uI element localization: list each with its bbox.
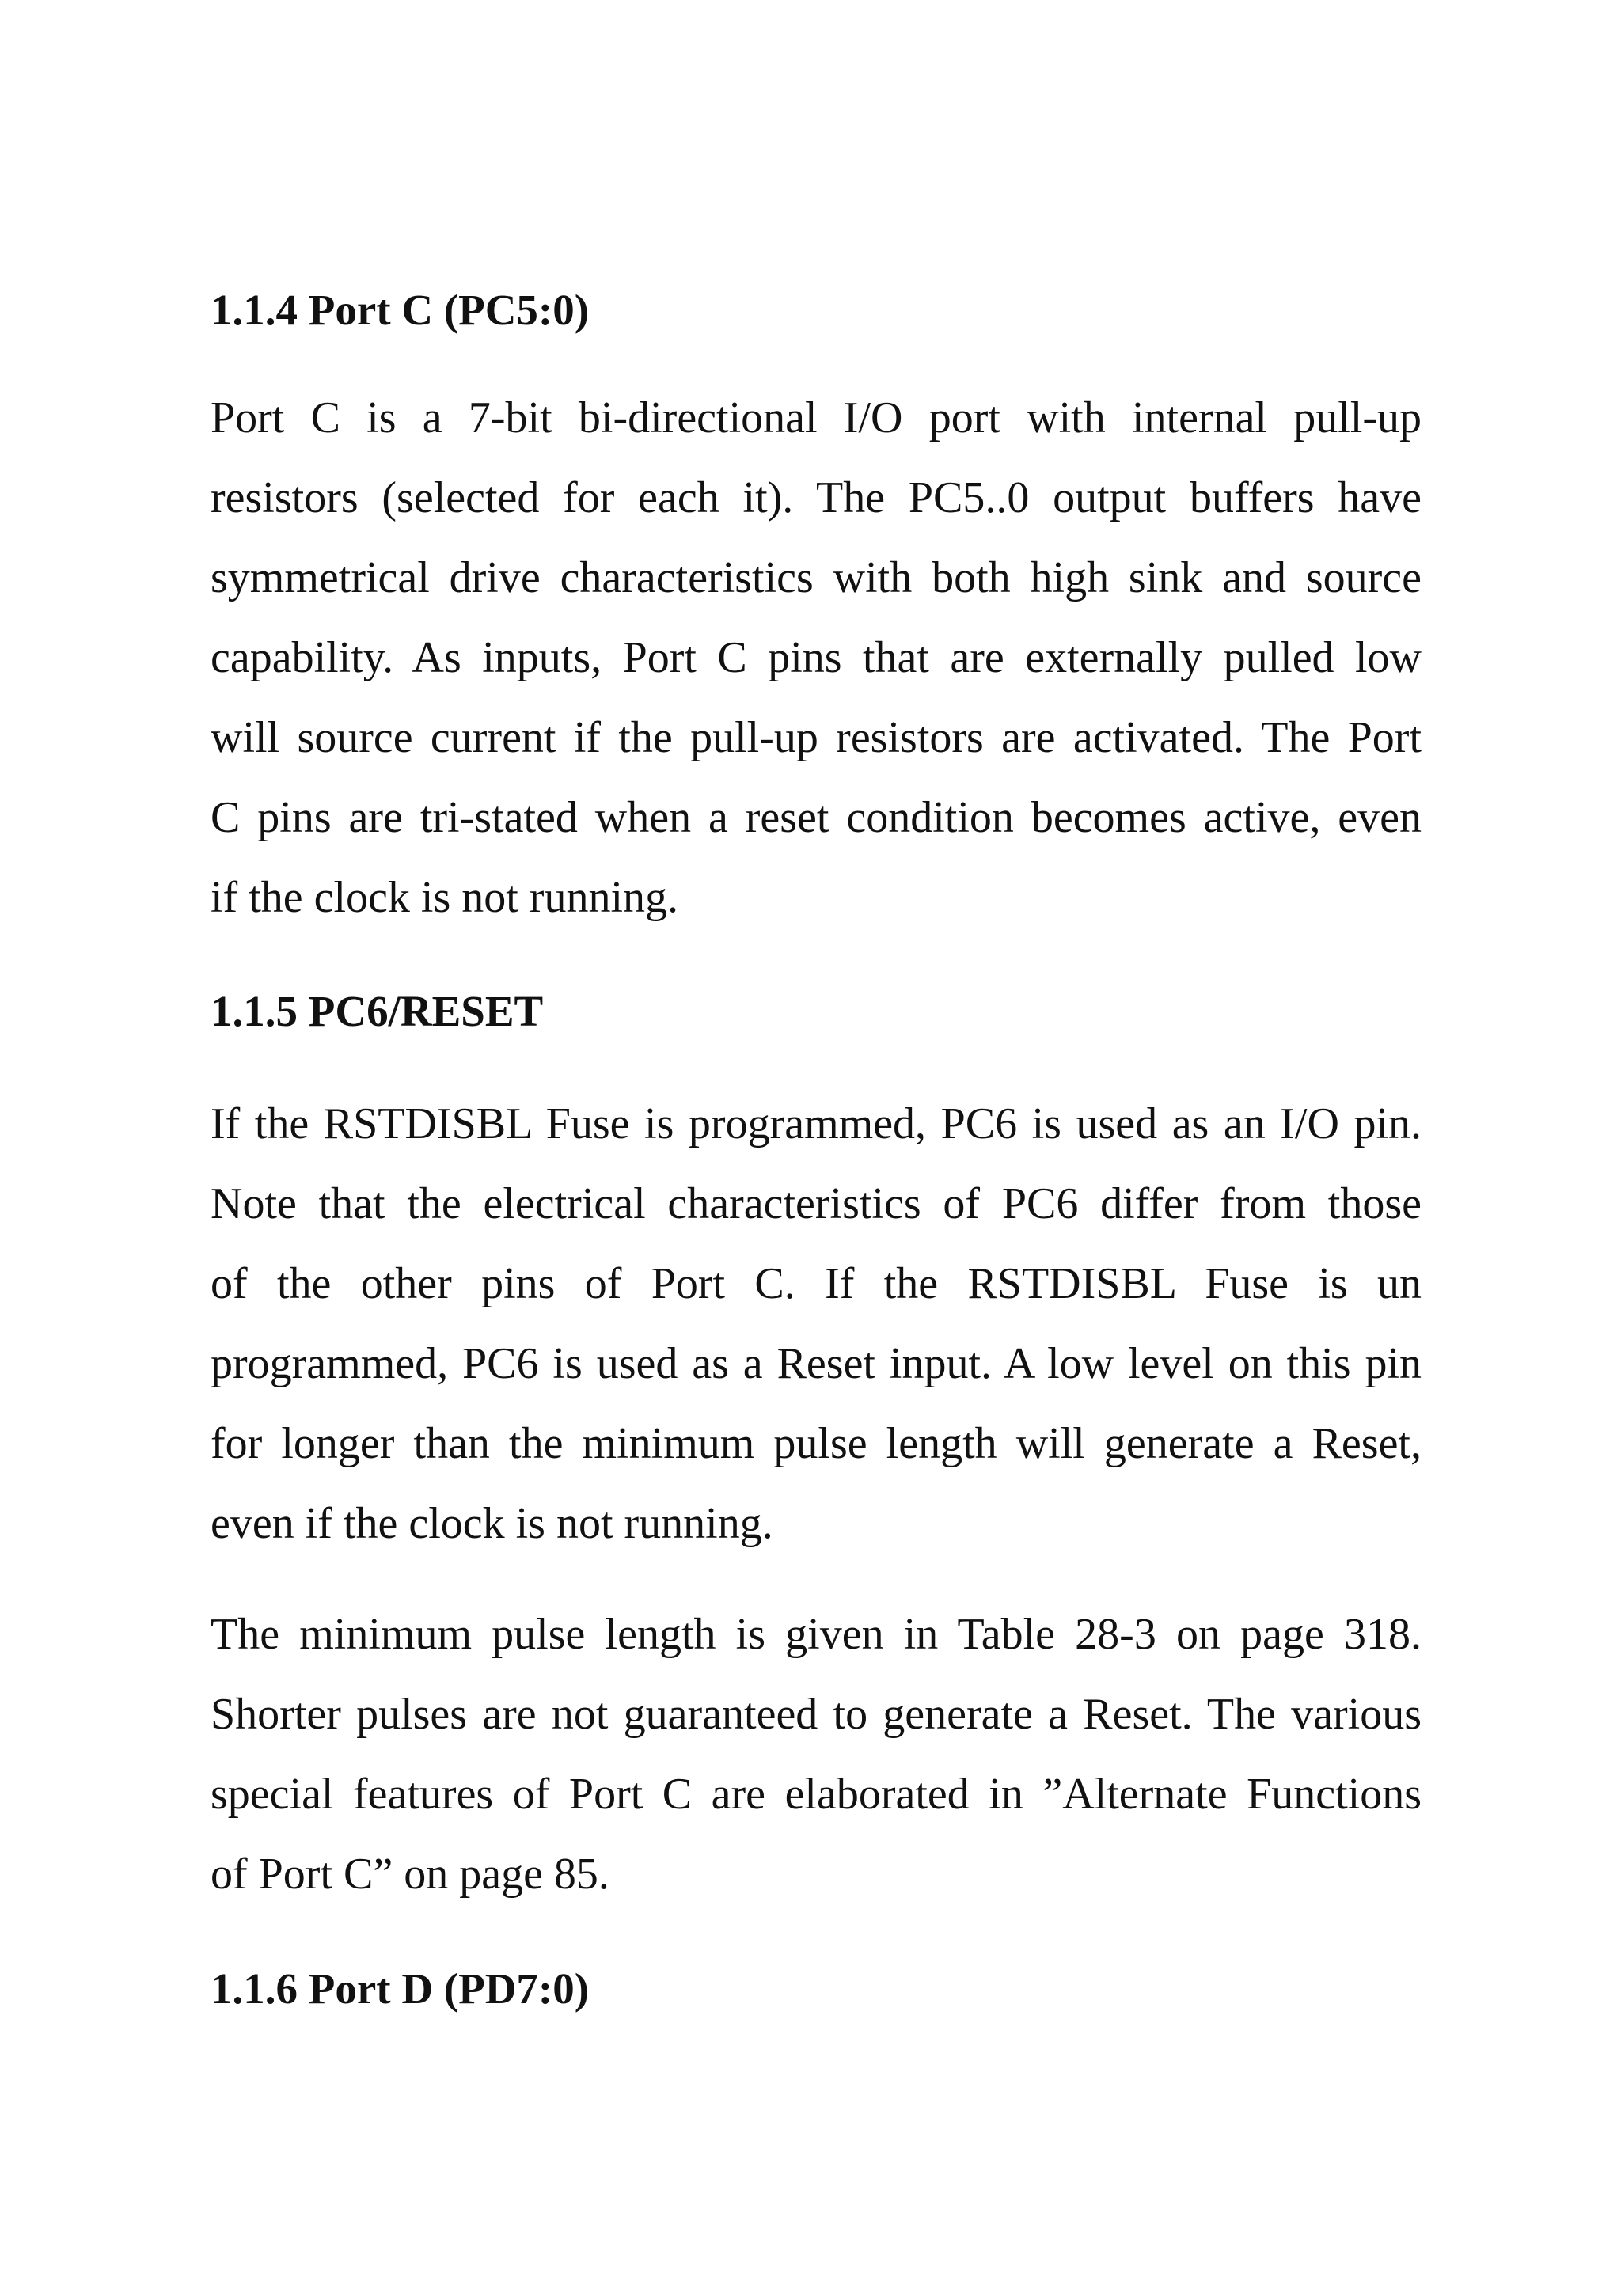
paragraph-line: If the RSTDISBL Fuse is programmed, PC6 is used as an I/O pin. <box>211 1099 1422 1148</box>
paragraph-line: of Port C” on page 85. <box>211 1850 609 1899</box>
paragraph-line: programmed, PC6 is used as a Reset input. A low level on this pin <box>211 1339 1422 1388</box>
paragraph-line: The minimum pulse length is given in Table 28-3 on page 318. <box>211 1610 1422 1659</box>
paragraph-line: for longer than the minimum pulse length will generate a Reset, <box>211 1419 1422 1468</box>
paragraph-line: C pins are tri-stated when a reset condition becomes active, even <box>211 793 1422 842</box>
section-heading-port-c: 1.1.4 Port C (PC5:0) <box>211 286 590 334</box>
paragraph-line: Port C is a 7-bit bi-directional I/O port with internal pull-up <box>211 393 1422 442</box>
section-heading-pc6-reset: 1.1.5 PC6/RESET <box>211 987 544 1035</box>
port-c-paragraph <box>211 378 1422 938</box>
paragraph-line: if the clock is not running. <box>211 873 679 922</box>
paragraph-line: of the other pins of Port C. If the RSTDISBL Fuse is un <box>211 1259 1422 1308</box>
section-heading-port-d: 1.1.6 Port D (PD7:0) <box>211 1964 590 2013</box>
pc6-reset-paragraph-2 <box>211 1595 1422 1915</box>
paragraph-line: will source current if the pull-up resistors are activated. The Port <box>211 713 1422 762</box>
paragraph-line: resistors (selected for each it). The PC5..0 output buffers have <box>211 473 1422 522</box>
paragraph-line: symmetrical drive characteristics with both high sink and source <box>211 553 1422 602</box>
pc6-reset-paragraph-1 <box>211 1084 1422 1564</box>
paragraph-line: even if the clock is not running. <box>211 1499 773 1548</box>
paragraph-line: Note that the electrical characteristics of PC6 differ from those <box>211 1179 1422 1228</box>
paragraph-line: special features of Port C are elaborated in ”Alternate Functions <box>211 1770 1422 1819</box>
paragraph-line: Shorter pulses are not guaranteed to generate a Reset. The various <box>211 1690 1422 1739</box>
paragraph-line: capability. As inputs, Port C pins that are externally pulled low <box>211 633 1422 682</box>
